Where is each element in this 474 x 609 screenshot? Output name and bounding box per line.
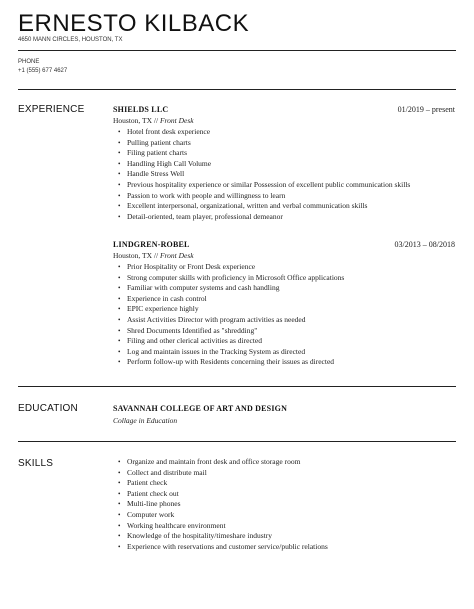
skills-list bbox=[113, 457, 455, 552]
company-name: SHIELDS LLC bbox=[113, 105, 169, 114]
job-dates: 01/2019 – present bbox=[397, 105, 455, 114]
list-item: • Filing and other clerical activities as directed bbox=[113, 336, 455, 347]
experience-heading: EXPERIENCE bbox=[18, 104, 85, 115]
job-bullets bbox=[113, 127, 455, 222]
list-item: • Perform follow-up with Residents concerning their issues as directed bbox=[113, 357, 455, 368]
skills-list-container bbox=[113, 455, 455, 552]
list-item: • Handle Stress Well bbox=[113, 169, 455, 180]
list-item: • Prior Hospitality or Front Desk experience bbox=[113, 262, 455, 273]
job-location-title bbox=[113, 251, 455, 260]
list-item: • EPIC experience highly bbox=[113, 304, 455, 315]
job-location: Houston, TX // bbox=[113, 251, 159, 260]
candidate-address: 4650 MANN CIRCLES, HOUSTON, TX bbox=[18, 37, 123, 43]
list-item: • Previous hospitality experience or similar Possession of excellent public communication skills bbox=[113, 180, 455, 191]
job-dates: 03/2013 – 08/2018 bbox=[394, 240, 455, 249]
list-item: • Familiar with computer systems and cash handling bbox=[113, 283, 455, 294]
list-item: • Log and maintain issues in the Tracking System as directed bbox=[113, 347, 455, 358]
job-location-title bbox=[113, 116, 455, 125]
company-name: LINDGREN-ROBEL bbox=[113, 240, 190, 249]
list-item: • Shred Documents Identified as "shredding" bbox=[113, 326, 455, 337]
candidate-name: ERNESTO KILBACK bbox=[18, 10, 250, 37]
phone-value: +1 (555) 677 4627 bbox=[18, 68, 68, 74]
section-divider-skills bbox=[18, 441, 456, 442]
job-title: Front Desk bbox=[159, 251, 194, 260]
job-bullets bbox=[113, 262, 455, 368]
list-item: • Hotel front desk experience bbox=[113, 127, 455, 138]
section-divider-education bbox=[18, 386, 456, 387]
section-divider-experience bbox=[18, 89, 456, 90]
list-item: • Working healthcare environment bbox=[113, 521, 455, 532]
list-item: • Collect and distribute mail bbox=[113, 468, 455, 479]
list-item: • Strong computer skills with proficiency in Microsoft Office applications bbox=[113, 273, 455, 284]
list-item: • Handling High Call Volume bbox=[113, 159, 455, 170]
education-heading: EDUCATION bbox=[18, 403, 78, 414]
list-item: • Detail-oriented, team player, professional demeanor bbox=[113, 212, 455, 223]
education-entry bbox=[113, 404, 455, 425]
list-item: • Experience in cash control bbox=[113, 294, 455, 305]
list-item: • Pulling patient charts bbox=[113, 138, 455, 149]
job-title: Front Desk bbox=[159, 116, 194, 125]
list-item: • Patient check out bbox=[113, 489, 455, 500]
phone-label: PHONE bbox=[18, 59, 40, 65]
list-item: • Patient check bbox=[113, 478, 455, 489]
list-item: • Knowledge of the hospitality/timeshare industry bbox=[113, 531, 455, 542]
job-entry-2 bbox=[113, 240, 455, 368]
list-item: • Computer work bbox=[113, 510, 455, 521]
list-item: • Experience with reservations and customer service/public relations bbox=[113, 542, 455, 553]
list-item: • Passion to work with people and willingness to learn bbox=[113, 191, 455, 202]
list-item: • Multi-line phones bbox=[113, 499, 455, 510]
list-item: • Organize and maintain front desk and office storage room bbox=[113, 457, 455, 468]
header-divider bbox=[18, 50, 456, 51]
skills-heading: SKILLS bbox=[18, 458, 54, 469]
list-item: • Assist Activities Director with program activities as needed bbox=[113, 315, 455, 326]
list-item: • Excellent interpersonal, organizational, written and verbal communication skills bbox=[113, 201, 455, 212]
list-item: • Filing patient charts bbox=[113, 148, 455, 159]
school-name: SAVANNAH COLLEGE OF ART AND DESIGN bbox=[113, 404, 288, 413]
job-entry-1 bbox=[113, 105, 455, 222]
degree: Collage in Education bbox=[113, 416, 178, 425]
job-location: Houston, TX // bbox=[113, 116, 159, 125]
